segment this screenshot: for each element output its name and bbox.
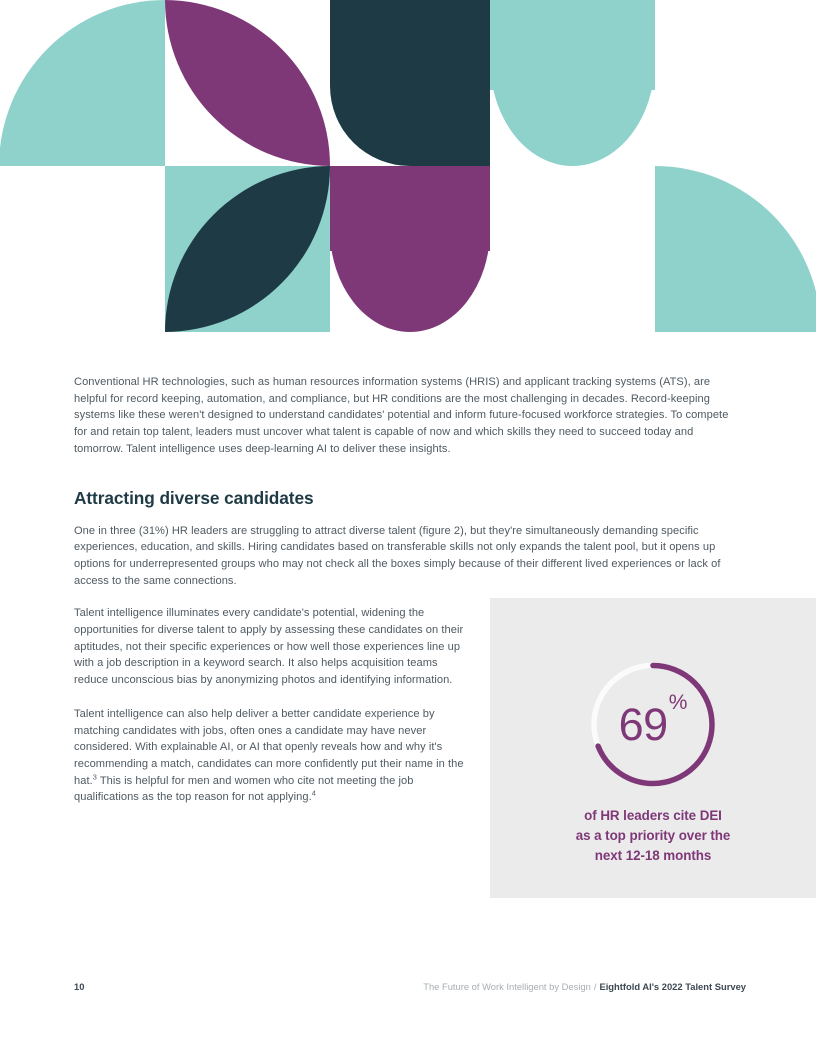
pattern-shape-purple-leaf-top xyxy=(165,0,330,166)
body-paragraph-candidate-experience xyxy=(74,706,466,806)
pattern-shape-navy-bowl-final xyxy=(330,0,490,166)
stat-callout-panel xyxy=(490,598,816,898)
lead-paragraph: One in three (31%) HR leaders are struggling to attract diverse talent (figure 2), but they're simultaneously demanding specific experiences, education, and skills. Hiring candidates based on transferable skills not only expands the talent pool, but it opens up options for underrepresented groups who may not check all the boxes simply because of their different lived experiences or lack of access to the same connections. xyxy=(74,524,721,587)
paragraph-text-part-2: This is helpful for men and women who cite not meeting the job qualifications as the top reason for not applying. xyxy=(74,774,414,804)
pattern-shape-purple-bowl-bottom xyxy=(330,166,490,332)
pattern-shape-teal-quarter-bottomright xyxy=(489,166,816,332)
left-text-column xyxy=(74,605,466,806)
footer-publication: The Future of Work Intelligent by Design xyxy=(423,981,591,992)
footnote-marker-4[interactable]: 4 xyxy=(311,788,316,798)
section-heading: Attracting diverse candidates xyxy=(74,487,314,508)
body-paragraph-talent-intelligence-illuminates: Talent intelligence illuminates every candidate's potential, widening the opportunities for diverse talent to apply by assessing these candidates on their aptitudes, not their specific experiences or how well those experiences line up with a job description in a keyword search. It also helps acquisition teams reduce unconscious bias by anonymizing photos and identifying information. xyxy=(74,607,464,687)
footer-report-title: Eightfold AI's 2022 Talent Survey xyxy=(599,981,746,992)
footnote-marker-3[interactable]: 3 xyxy=(92,771,97,781)
donut-center-label xyxy=(587,658,720,791)
donut-chart xyxy=(587,658,720,791)
page-footer xyxy=(74,981,746,997)
stat-caption-line-1: of HR leaders cite DEI xyxy=(584,808,722,823)
stat-caption-line-2: as a top priority over the xyxy=(575,828,731,843)
stat-value: 69 xyxy=(618,699,668,750)
intro-paragraph: Conventional HR technologies, such as human resources information systems (HRIS) and applicant tracking systems (ATS), are helpful for record keeping, automation, and compliance, but HR conditions are the most challenging in decades. Record-keeping systems like these weren't designed to understand candidates' potential and inform future-focused workforce strategies. To compete for and retain top talent, leaders must uncover what talent is capable of now and which skills they need to succeed today and tomorrow. Talent intelligence uses deep-learning AI to deliver these insights. xyxy=(74,376,729,455)
pattern-shape-teal-bowl-top xyxy=(490,0,655,166)
stat-caption-line-3: next 12-18 months xyxy=(594,848,712,863)
stat-caption xyxy=(490,806,816,866)
page-number: 10 xyxy=(74,981,85,992)
stat-unit: % xyxy=(668,691,688,714)
decorative-header-pattern xyxy=(0,0,816,332)
footer-separator: / xyxy=(593,981,597,992)
footer-attribution xyxy=(423,981,746,992)
paragraph-text-part-1: Talent intelligence can also help deliver a better candidate experience by matching candidates with jobs, often ones a candidate may have never considered. With explainable AI, or AI that openly reveals how and why it's recommending a match, candidates can more confidently put their name in the hat. xyxy=(74,707,464,787)
